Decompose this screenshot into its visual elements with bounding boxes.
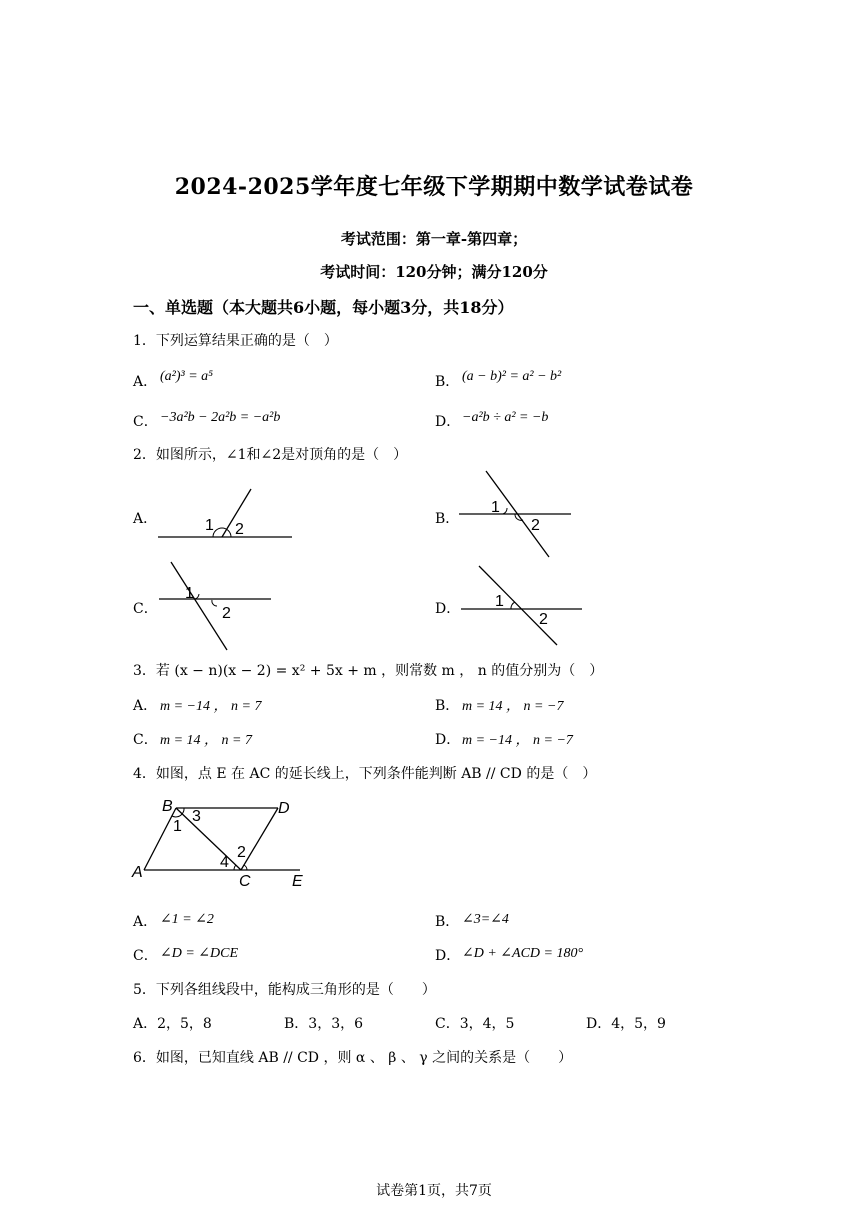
q1-option-a: (a²)³ = a⁵ [160, 369, 214, 384]
q4-point-c: C [239, 873, 251, 890]
q4-point-d: D [278, 800, 290, 817]
q2-option-b-label: B． [435, 511, 460, 527]
question-1-stem: 1．下列运算结果正确的是（ ） [133, 333, 338, 349]
exam-scope: 考试范围：第一章-第四章； [340, 230, 528, 248]
q2-figure-c [155, 560, 275, 652]
q4-option-a-label: A． [133, 914, 158, 930]
q2-figure-d [455, 562, 585, 648]
q1-option-d: −a²b ÷ a² = −b [462, 410, 549, 425]
section-heading: 一、单选题（本大题共6小题，每小题3分，共18分） [133, 298, 514, 317]
q2c-angle-1-label: 1 [185, 585, 194, 602]
q4-angle-2: 2 [237, 844, 246, 861]
q3-option-d-label: D． [435, 732, 461, 748]
exam-title: 2024-2025学年度七年级下学期期中数学试卷试卷 [174, 174, 694, 200]
q1-option-a-label: A． [133, 374, 158, 390]
q2a-angle-1-label: 1 [205, 517, 214, 534]
q4-option-c-label: C． [133, 948, 158, 964]
q2d-angle-2-label: 2 [539, 611, 548, 628]
q2c-angle-2-label: 2 [222, 605, 231, 622]
q1-option-c: −3a²b − 2a²b = −a²b [160, 410, 281, 425]
q4-option-c: ∠D = ∠DCE [160, 946, 239, 961]
q4-point-e: E [292, 873, 303, 890]
q2-option-a-label: A． [133, 511, 158, 527]
q2a-angle-2-label: 2 [235, 521, 244, 538]
q2-figure-b [455, 468, 575, 560]
q2d-angle-1-label: 1 [495, 593, 504, 610]
q1-option-d-label: D． [435, 414, 461, 430]
q4-angle-3: 3 [192, 808, 201, 825]
q4-option-b-label: B． [435, 914, 460, 930]
q2b-angle-2-label: 2 [531, 517, 540, 534]
q4-angle-4: 4 [220, 854, 229, 871]
q4-point-b: B [162, 798, 173, 815]
q1-option-c-label: C． [133, 414, 158, 430]
question-4-stem: 4．如图，点 E 在 AC 的延长线上，下列条件能判断 AB // CD 的是（ ） [133, 766, 597, 782]
q2b-angle-1-label: 1 [491, 499, 500, 516]
q3-option-a-label: A． [133, 698, 158, 714]
q2-figure-a [155, 485, 295, 545]
q1-option-b: (a − b)² = a² − b² [462, 369, 562, 384]
q3-option-d: m = −14 ， n = −7 [462, 733, 573, 748]
page-footer: 试卷第1页，共7页 [376, 1183, 492, 1199]
question-6-stem: 6．如图，已知直线 AB // CD ，则 α 、 β 、 γ 之间的关系是（ ） [133, 1050, 573, 1066]
q4-option-d-label: D． [435, 948, 461, 964]
q4-option-a: ∠1 = ∠2 [160, 912, 214, 927]
q3-option-b: m = 14 ， n = −7 [462, 699, 564, 714]
q3-option-c-label: C． [133, 732, 158, 748]
q4-point-a: A [132, 864, 143, 881]
q2-option-c-label: C． [133, 601, 158, 617]
q3-option-a: m = −14 ， n = 7 [160, 699, 262, 714]
question-5-stem: 5．下列各组线段中，能构成三角形的是（ ） [133, 982, 436, 998]
q4-angle-1: 1 [173, 818, 182, 835]
q4-option-d: ∠D + ∠ACD = 180° [462, 946, 584, 961]
question-2-stem: 2．如图所示，∠1和∠2是对顶角的是（ ） [133, 447, 408, 463]
q5-option-d: D．4，5，9 [586, 1016, 666, 1032]
q5-option-b: B．3，3，6 [284, 1016, 364, 1032]
exam-time: 考试时间：120分钟；满分120分 [320, 263, 548, 281]
question-3-stem: 3．若 (x − n)(x − 2) = x² + 5x + m ，则常数 m ， n 的值分别为（ ） [133, 663, 604, 679]
q1-option-b-label: B． [435, 374, 460, 390]
q5-option-c: C．3，4，5 [435, 1016, 515, 1032]
q3-option-c: m = 14 ， n = 7 [160, 733, 253, 748]
q4-figure [128, 795, 313, 895]
q2-option-d-label: D． [435, 601, 461, 617]
q5-option-a: A．2，5，8 [133, 1016, 212, 1032]
q4-option-b: ∠3=∠4 [462, 912, 509, 927]
q3-option-b-label: B． [435, 698, 460, 714]
